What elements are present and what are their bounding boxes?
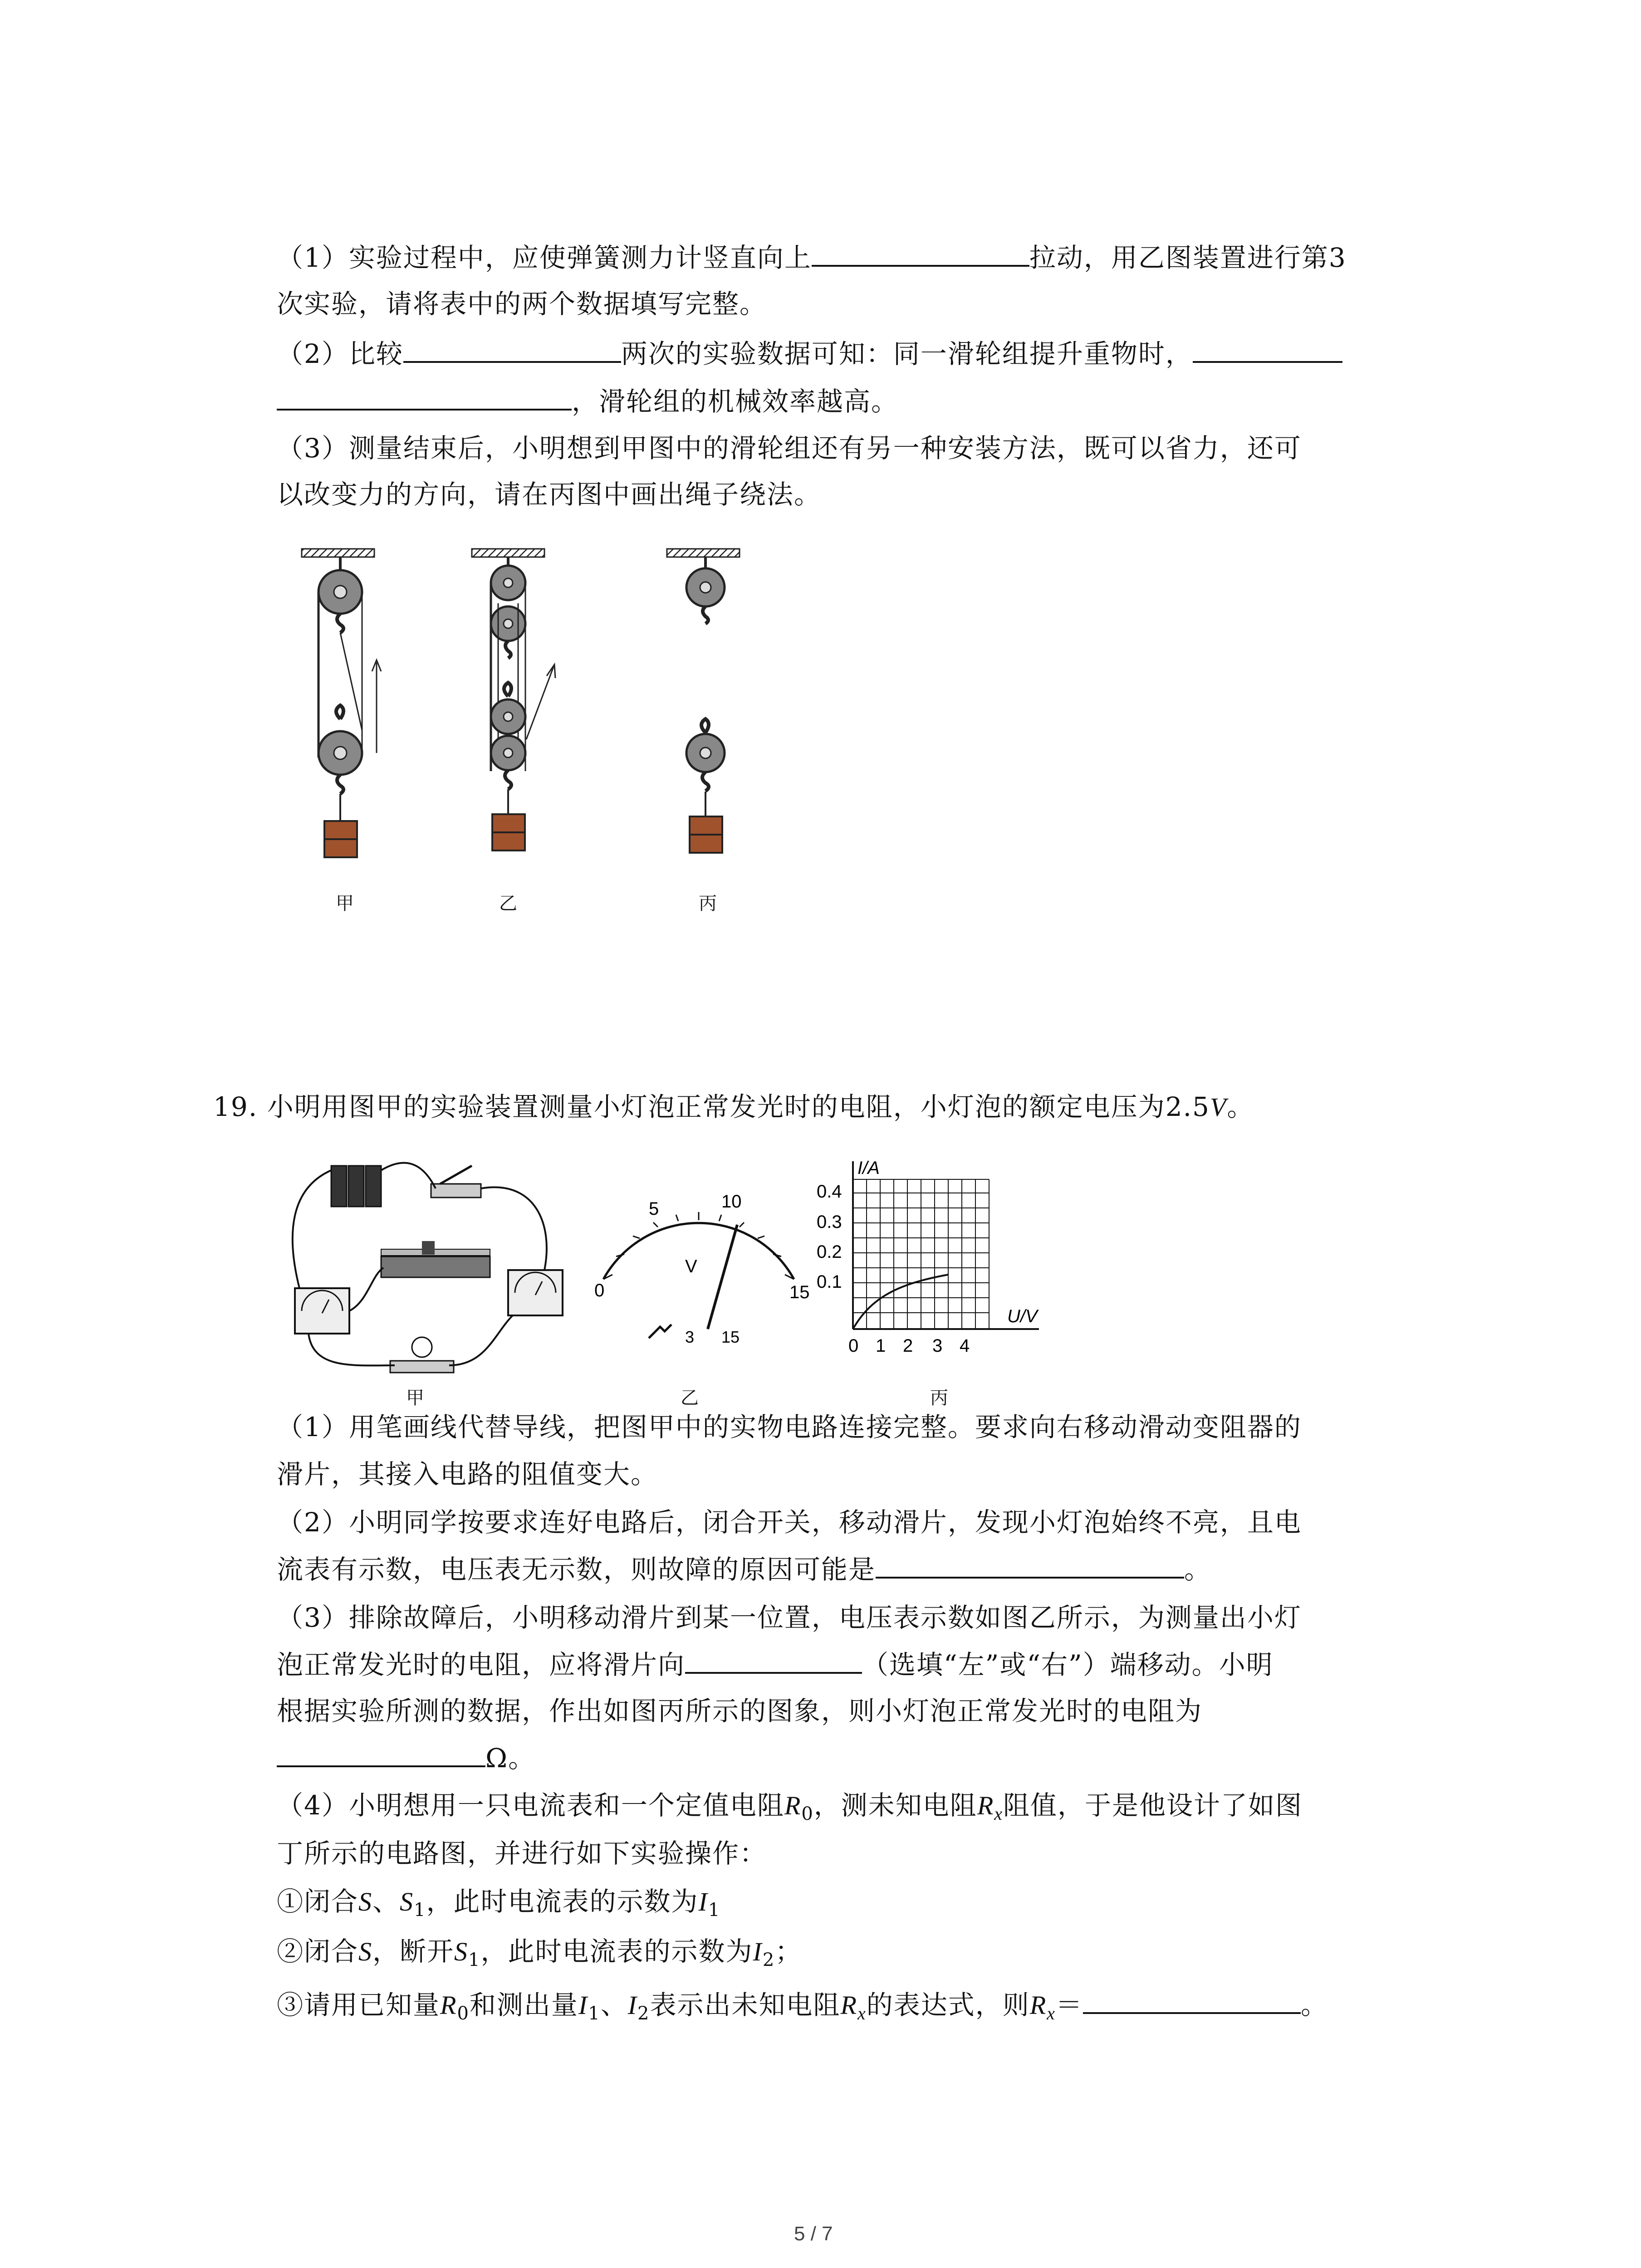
terminal-label-15: 15	[721, 1328, 740, 1346]
switch-icon	[431, 1166, 481, 1198]
graph-caption-bing: 丙	[930, 1388, 948, 1408]
graph-grid	[853, 1179, 989, 1329]
dial-label-10: 10	[721, 1192, 742, 1212]
q19-sub3-line3: 根据实验所测的数据，作出如图丙所示的图象，则小灯泡正常发光时的电阻为	[277, 1696, 1203, 1726]
q19-step3: ③请用已知量$R_0$和测出量$I_1$、$I_2$表示出未知电阻$R_x$的表达式，则$R_x=$ 。	[277, 1987, 1328, 2032]
dial-label-0: 0	[594, 1281, 605, 1300]
graph-y-axis-label: I/A	[857, 1158, 880, 1178]
q18-part1-line1: （1）实验过程中，应使弹簧测力计竖直向上 拉动，用乙图装置进行第3	[277, 240, 1347, 276]
battery-icon	[331, 1166, 381, 1207]
q18-part2-line2: ，滑轮组的机械效率越高。	[277, 383, 898, 420]
q18-part1-blank[interactable]	[812, 240, 1029, 267]
graph-y-tick-0.4: 0.4	[817, 1182, 842, 1202]
q19-sub2-line2: 流表有示数，电压表无示数，则故障的原因可能是 。	[277, 1551, 1211, 1588]
q18-part3-line2: 以改变力的方向，请在丙图中画出绳子绕法。	[277, 479, 822, 510]
q19-sub1-line2: 滑片，其接入电路的阻值变大。	[277, 1459, 658, 1490]
dial-needle	[708, 1225, 737, 1329]
ammeter-icon	[295, 1288, 349, 1334]
q19-sub4-line2: 丁所示的电路图，并进行如下实验操作：	[277, 1838, 767, 1869]
dial-symbol-v: V	[685, 1256, 697, 1276]
pulley-jia	[302, 549, 381, 857]
dial-label-5: 5	[649, 1199, 659, 1219]
pulley-caption-yi: 乙	[499, 894, 517, 914]
page-number: 5 / 7	[794, 2223, 833, 2245]
q18-part3-line1: （3）测量结束后，小明想到甲图中的滑轮组还有另一种安装方法，既可以省力，还可	[277, 433, 1302, 464]
graph-x-axis-label: U/V	[1007, 1306, 1038, 1326]
q18-part1-line2: 次实验，请将表中的两个数据填写完整。	[277, 288, 767, 319]
q19-step3-blank[interactable]	[1083, 1987, 1301, 2014]
graph-x-tick-0: 0	[848, 1336, 859, 1356]
q19-sub3-line1: （3）排除故障后，小明移动滑片到某一位置，电压表示数如图乙所示，为测量出小灯	[277, 1602, 1302, 1633]
q19-stem: 19. 小明用图甲的实验装置测量小灯泡正常发光时的电阻，小灯泡的额定电压为2.5V。	[213, 1091, 1254, 1122]
q19-sub4-line1: （4）小明想用一只电流表和一个定值电阻$R_0$，测未知电阻$R_x$阻值，于是他设计了如图	[277, 1790, 1303, 1824]
pulley-bing	[667, 549, 740, 853]
q18-part2-line1: （2）比较 两次的实验数据可知：同一滑轮组提升重物时，	[277, 336, 1342, 372]
q19-sub2-blank[interactable]	[876, 1551, 1184, 1579]
pulley-yi	[472, 549, 555, 850]
graph-y-tick-0.1: 0.1	[817, 1272, 842, 1292]
pulley-caption-bing: 丙	[699, 894, 717, 914]
q19-sub2-line1: （2）小明同学按要求连好电路后，闭合开关，移动滑片，发现小灯泡始终不亮，且电	[277, 1507, 1302, 1538]
pulley-figures	[281, 540, 780, 921]
q19-step2: ②闭合S，断开$S_1$，此时电流表的示数为$I_2$；	[277, 1936, 803, 1970]
q19-sub3-line4: Ω。	[277, 1740, 535, 1776]
graph-y-tick-0.2: 0.2	[817, 1242, 842, 1262]
bulb-icon	[390, 1337, 454, 1373]
pulley-caption-jia: 甲	[336, 894, 354, 914]
q19-number: 19.	[213, 1091, 258, 1122]
circuit-caption-jia: 甲	[406, 1388, 424, 1408]
q19-sub3-line2: 泡正常发光时的电阻，应将滑片向 （选填“左”或“右”）端移动。小明	[277, 1647, 1274, 1683]
circuit-figure-jia	[281, 1152, 572, 1388]
graph-x-tick-4: 4	[960, 1336, 970, 1356]
graph-y-tick-0.3: 0.3	[817, 1212, 842, 1232]
q18-part2-blank1[interactable]	[403, 336, 621, 363]
q19-step1: ①闭合S、$S_1$，此时电流表的示数为$I_1$	[277, 1886, 721, 1921]
voltmeter-device-icon	[508, 1270, 563, 1315]
voltmeter-caption-yi: 乙	[681, 1388, 699, 1408]
voltmeter-dial	[585, 1179, 812, 1370]
terminal-label-3: 3	[685, 1328, 695, 1346]
iu-graph	[812, 1152, 1066, 1365]
q19-sub3-blank2[interactable]	[277, 1740, 485, 1767]
q18-part2-blank2[interactable]	[1193, 336, 1342, 363]
rheostat-icon	[381, 1241, 490, 1277]
graph-x-tick-2: 2	[903, 1336, 913, 1356]
q18-part2-blank2-cont[interactable]	[277, 383, 572, 411]
q19-sub3-blank1[interactable]	[685, 1647, 862, 1674]
graph-x-tick-1: 1	[876, 1336, 886, 1356]
dial-label-15: 15	[789, 1282, 810, 1302]
graph-x-tick-3: 3	[932, 1336, 943, 1356]
q19-sub1-line1: （1）用笔画线代替导线，把图甲中的实物电路连接完整。要求向右移动滑动变阻器的	[277, 1412, 1302, 1442]
